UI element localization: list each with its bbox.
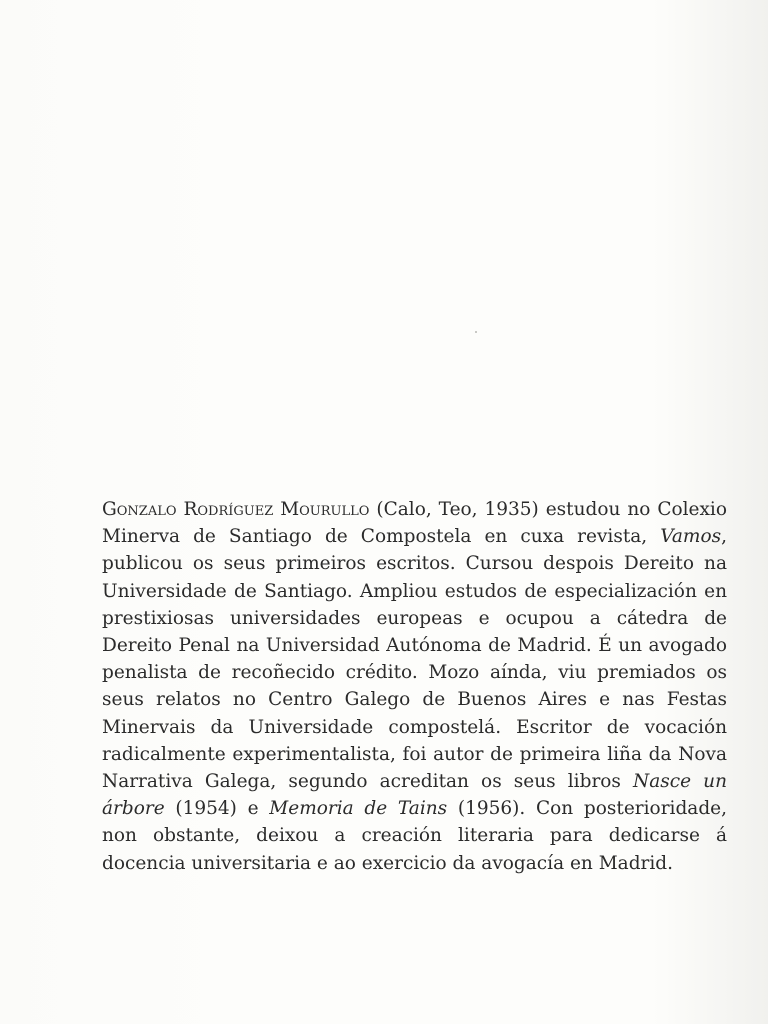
author-bio-paragraph — [102, 496, 727, 877]
book-title: Memoria de Tains — [269, 798, 448, 820]
author-name: Gonzalo Rodríguez Mourullo — [102, 499, 370, 520]
magazine-title: Vamos — [660, 526, 722, 548]
bio-text-segment: , publicou os seus primeiros escritos. Cursou despois Dereito na Universidade de Santiago. Ampliou estudos de especialización en prestixiosas universidades europeas e ocupou a cátedra de Dereito Penal na Universidad Autónoma de Madrid. É un avogado penalista de recoñecido crédito. Mozo aínda, viu premiados os seus relatos no Centro Galego de Buenos Aires e nas Festas Minervais da Universidade compostelá. Escritor de vocación radicalmente experimentalista, foi autor de primeira liña da Nova Narrativa Galega, segundo acreditan os seus libros — [102, 526, 727, 793]
bio-text-segment: (1956). Con posterioridade, non obstante, deixou a creación literaria para dedicarse á docencia universitaria e ao exercicio da avogacía en Madrid. — [102, 798, 727, 874]
book-title: Nasce un árbore — [102, 771, 728, 820]
bio-text-segment: (1954) e — [164, 798, 270, 820]
bio-text-segment: (Calo, Teo, 1935) estudou no Colexio Minerva de Santiago de Compostela en cuxa revista, — [102, 499, 727, 548]
paper-speck — [475, 331, 477, 333]
